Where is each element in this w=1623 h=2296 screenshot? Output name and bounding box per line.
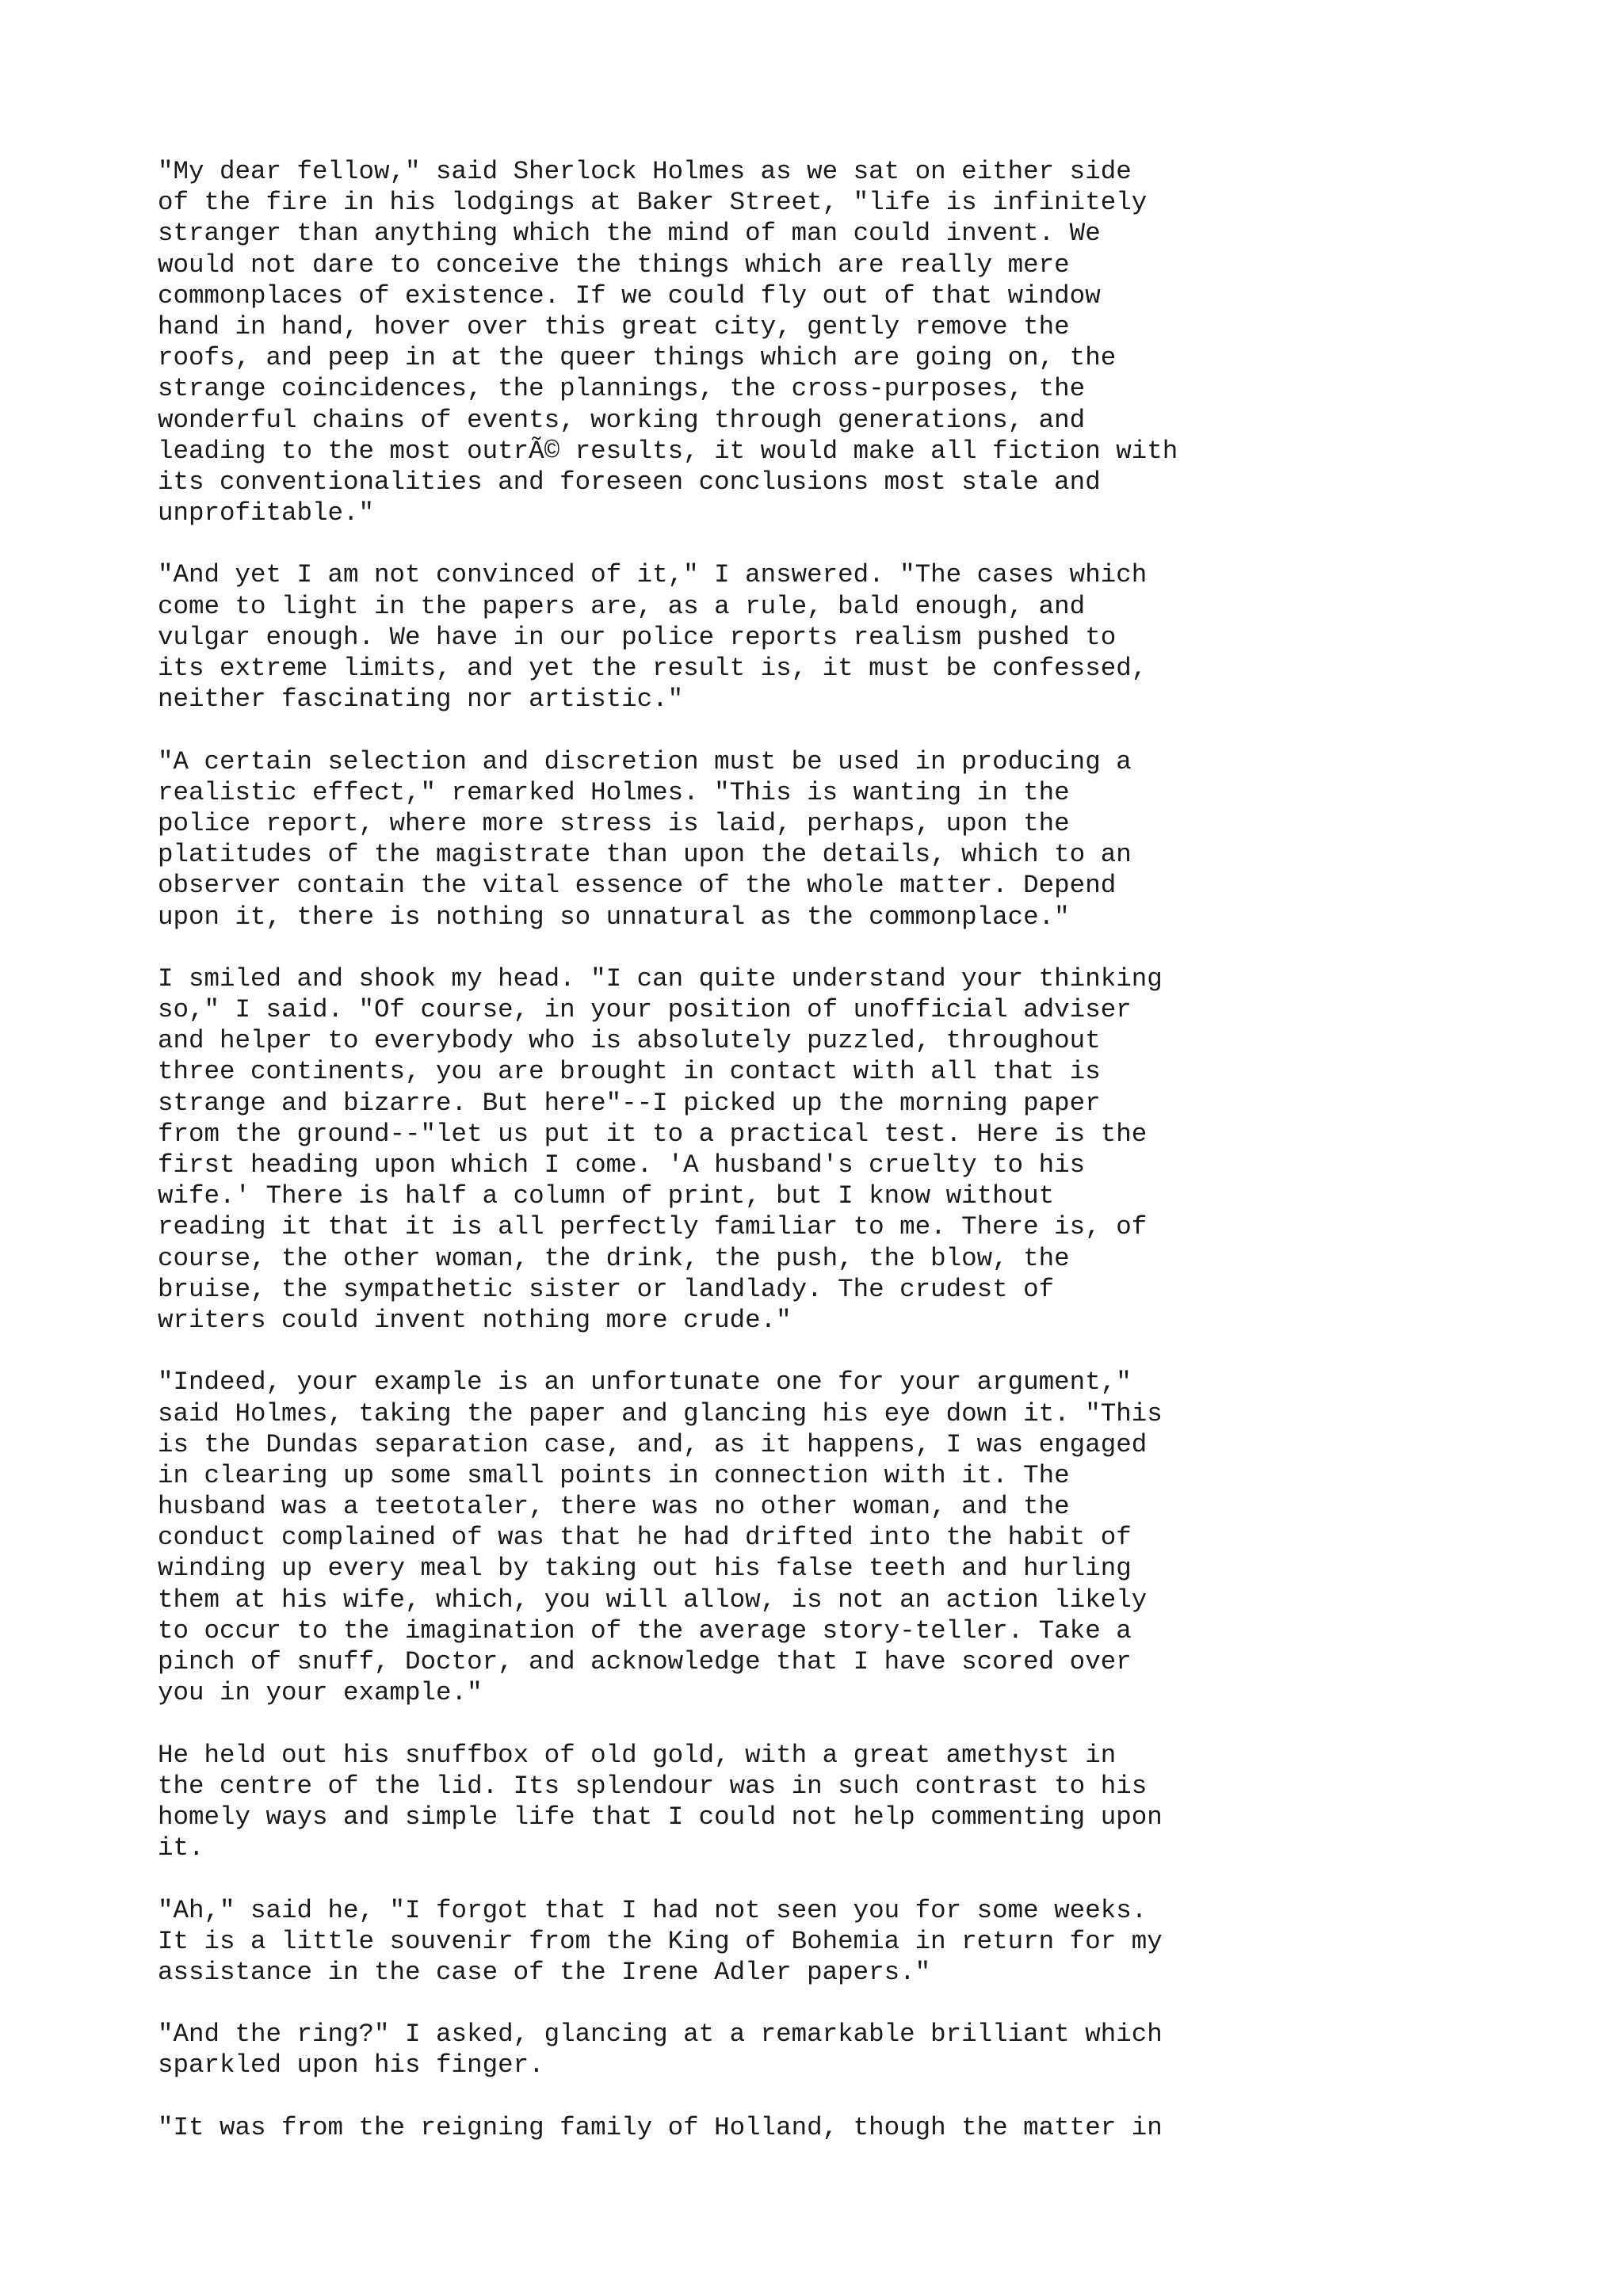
text-line: homely ways and simple life that I could not help commenting upon (158, 1802, 1163, 1832)
text-line: observer contain the vital essence of the whole matter. Depend (158, 871, 1117, 901)
text-line: conduct complained of was that he had drifted into the habit of (158, 1523, 1132, 1553)
text-line: roofs, and peep in at the queer things which are going on, the (158, 343, 1117, 373)
text-line: "And the ring?" I asked, glancing at a remarkable brilliant which (158, 2019, 1163, 2050)
paragraph-1 (158, 156, 1545, 528)
text-line: them at his wife, which, you will allow, is not an action likely (158, 1585, 1148, 1615)
text-line: commonplaces of existence. If we could fly out of that window (158, 280, 1101, 311)
text-line: sparkled upon his finger. (158, 2050, 544, 2081)
text-line: pinch of snuff, Doctor, and acknowledge that I have scored over (158, 1647, 1132, 1676)
text-line: three continents, you are brought in contact with all that is (158, 1057, 1101, 1087)
text-line: hand in hand, hover over this great city, gently remove the (158, 311, 1070, 341)
text-line: and helper to everybody who is absolutely puzzled, throughout (158, 1026, 1101, 1056)
text-line: its extreme limits, and yet the result is, it must be confessed, (158, 654, 1148, 683)
text-line: "My dear fellow," said Sherlock Holmes as we sat on either side (158, 157, 1132, 186)
text-line: It is a little souvenir from the King of Bohemia in return for my (158, 1926, 1163, 1956)
paragraph-4 (158, 963, 1545, 1336)
text-line: strange coincidences, the plannings, the cross-purposes, the (158, 374, 1086, 404)
paragraph-2 (158, 559, 1545, 715)
text-line: "A certain selection and discretion must be used in producing a (158, 746, 1132, 776)
text-line: its conventionalities and foreseen conclusions most stale and (158, 467, 1101, 497)
text-line: to occur to the imagination of the average story-teller. Take a (158, 1615, 1132, 1646)
document-page (158, 156, 1545, 2174)
text-line: from the ground--"let us put it to a practical test. Here is the (158, 1119, 1148, 1149)
text-line: I smiled and shook my head. "I can quite understand your thinking (158, 963, 1163, 994)
text-line: stranger than anything which the mind of man could invent. We (158, 219, 1101, 249)
text-line: reading it that it is all perfectly familiar to me. There is, of (158, 1212, 1148, 1242)
text-line: would not dare to conceive the things which are really mere (158, 250, 1070, 280)
text-line: vulgar enough. We have in our police reports realism pushed to (158, 622, 1117, 652)
paragraph-6 (158, 1740, 1545, 1864)
text-line: bruise, the sympathetic sister or landlady. The crudest of (158, 1274, 1055, 1304)
text-line: it. (158, 1833, 204, 1863)
text-line: platitudes of the magistrate than upon the details, which to an (158, 840, 1132, 870)
text-line: come to light in the papers are, as a rule, bald enough, and (158, 591, 1086, 621)
text-line: "Ah," said he, "I forgot that I had not seen you for some weeks. (158, 1895, 1148, 1925)
text-line: wife.' There is half a column of print, but I know without (158, 1181, 1055, 1211)
text-line: He held out his snuffbox of old gold, with a great amethyst in (158, 1740, 1117, 1770)
text-line: of the fire in his lodgings at Baker Street, "life is infinitely (158, 188, 1148, 218)
paragraph-9 (158, 2112, 1545, 2143)
text-line: realistic effect," remarked Holmes. "This is wanting in the (158, 777, 1070, 807)
text-line: course, the other woman, the drink, the push, the blow, the (158, 1243, 1070, 1273)
paragraph-5 (158, 1367, 1545, 1708)
text-line: police report, where more stress is laid, perhaps, upon the (158, 808, 1070, 838)
text-line: leading to the most outrÃ© results, it would make all fiction with (158, 436, 1178, 466)
text-line: you in your example." (158, 1678, 483, 1708)
text-line: in clearing up some small points in connection with it. The (158, 1460, 1070, 1490)
text-line: unprofitable." (158, 498, 375, 528)
text-line: "Indeed, your example is an unfortunate one for your argument," (158, 1367, 1132, 1398)
paragraph-8 (158, 2019, 1545, 2081)
text-line: neither fascinating nor artistic." (158, 685, 684, 715)
text-line: the centre of the lid. Its splendour was in such contrast to his (158, 1771, 1148, 1801)
text-line: first heading upon which I come. 'A husband's cruelty to his (158, 1150, 1086, 1180)
text-line: is the Dundas separation case, and, as it happens, I was engaged (158, 1429, 1148, 1459)
text-line: assistance in the case of the Irene Adler papers." (158, 1957, 931, 1987)
text-line: "And yet I am not convinced of it," I answered. "The cases which (158, 560, 1148, 590)
text-line: husband was a teetotaler, there was no other woman, and the (158, 1492, 1070, 1522)
text-line: so," I said. "Of course, in your position of unofficial adviser (158, 995, 1132, 1025)
text-line: said Holmes, taking the paper and glancing his eye down it. "This (158, 1398, 1163, 1428)
paragraph-7 (158, 1895, 1545, 1989)
text-line: "It was from the reigning family of Holland, though the matter in (158, 2112, 1163, 2142)
text-line: upon it, there is nothing so unnatural as the commonplace." (158, 902, 1070, 932)
text-line: winding up every meal by taking out his false teeth and hurling (158, 1554, 1132, 1584)
paragraph-3 (158, 746, 1545, 933)
text-line: writers could invent nothing more crude." (158, 1305, 792, 1335)
text-line: wonderful chains of events, working through generations, and (158, 405, 1086, 435)
text-line: strange and bizarre. But here"--I picked up the morning paper (158, 1088, 1101, 1118)
